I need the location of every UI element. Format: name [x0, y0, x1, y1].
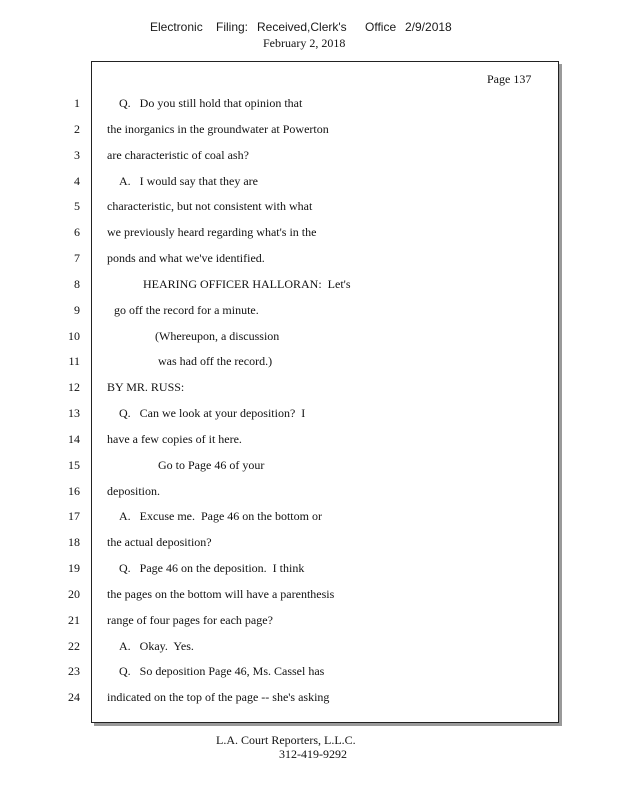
transcript-line: go off the record for a minute. — [114, 303, 259, 317]
court-reporter-phone: 312-419-9292 — [279, 747, 347, 761]
transcript-line: indicated on the top of the page -- she's asking — [107, 690, 330, 704]
line-number: 19 — [68, 561, 80, 575]
stamp-word: Filing: — [216, 20, 249, 34]
line-number: 23 — [68, 664, 80, 678]
line-number: 17 — [68, 509, 80, 523]
line-number: 4 — [74, 174, 80, 188]
line-number: 22 — [68, 639, 80, 653]
transcript-line: the pages on the bottom will have a parenthesis — [107, 587, 335, 601]
line-number: 16 — [68, 484, 80, 498]
stamp-word: Office — [365, 20, 397, 34]
line-number: 7 — [74, 251, 80, 265]
transcript-line: characteristic, but not consistent with what — [107, 199, 313, 213]
line-number: 1 — [74, 96, 80, 110]
transcript-line: A. Excuse me. Page 46 on the bottom or — [119, 509, 322, 523]
line-number: 15 — [68, 458, 80, 472]
transcript-line: the actual deposition? — [107, 535, 212, 549]
line-number: 6 — [74, 225, 80, 239]
transcript-line: ponds and what we've identified. — [107, 251, 265, 265]
transcript-line: BY MR. RUSS: — [107, 380, 185, 394]
line-number: 14 — [68, 432, 80, 446]
filing-stamp — [0, 20, 618, 36]
transcript-line: A. Okay. Yes. — [119, 639, 194, 653]
line-number: 13 — [68, 406, 80, 420]
transcript-line: we previously heard regarding what's in the — [107, 225, 317, 239]
transcript-date: February 2, 2018 — [263, 36, 346, 50]
line-number: 20 — [68, 587, 80, 601]
transcript-line: Q. Do you still hold that opinion that — [119, 96, 303, 110]
line-number: 24 — [68, 690, 80, 704]
transcript-line: deposition. — [107, 484, 160, 498]
transcript-line: Q. Page 46 on the deposition. I think — [119, 561, 305, 575]
transcript-line: Go to Page 46 of your — [158, 458, 265, 472]
line-number: 12 — [68, 380, 80, 394]
line-number: 11 — [68, 354, 80, 368]
stamp-word: Received,Clerk's — [257, 20, 347, 34]
court-reporter-name: L.A. Court Reporters, L.L.C. — [216, 733, 356, 747]
line-number: 3 — [74, 148, 80, 162]
transcript-line: Q. Can we look at your deposition? I — [119, 406, 306, 420]
transcript-line: (Whereupon, a discussion — [155, 329, 280, 343]
line-number: 9 — [74, 303, 80, 317]
transcript-line: have a few copies of it here. — [107, 432, 242, 446]
transcript-line: are characteristic of coal ash? — [107, 148, 249, 162]
line-number: 2 — [74, 122, 80, 136]
line-number: 8 — [74, 277, 80, 291]
line-number: 18 — [68, 535, 80, 549]
transcript-line: HEARING OFFICER HALLORAN: Let's — [143, 277, 351, 291]
line-number: 5 — [74, 199, 80, 213]
transcript-line: Q. So deposition Page 46, Ms. Cassel has — [119, 664, 325, 678]
transcript-line: the inorganics in the groundwater at Powerton — [107, 122, 329, 136]
page-number: Page 137 — [487, 72, 532, 86]
stamp-date: 2/9/2018 — [405, 20, 452, 34]
transcript-line: range of four pages for each page? — [107, 613, 273, 627]
line-number: 21 — [68, 613, 80, 627]
line-number: 10 — [68, 329, 80, 343]
transcript-line: was had off the record.) — [158, 354, 273, 368]
stamp-word: Electronic — [150, 20, 203, 34]
transcript-line: A. I would say that they are — [119, 174, 258, 188]
